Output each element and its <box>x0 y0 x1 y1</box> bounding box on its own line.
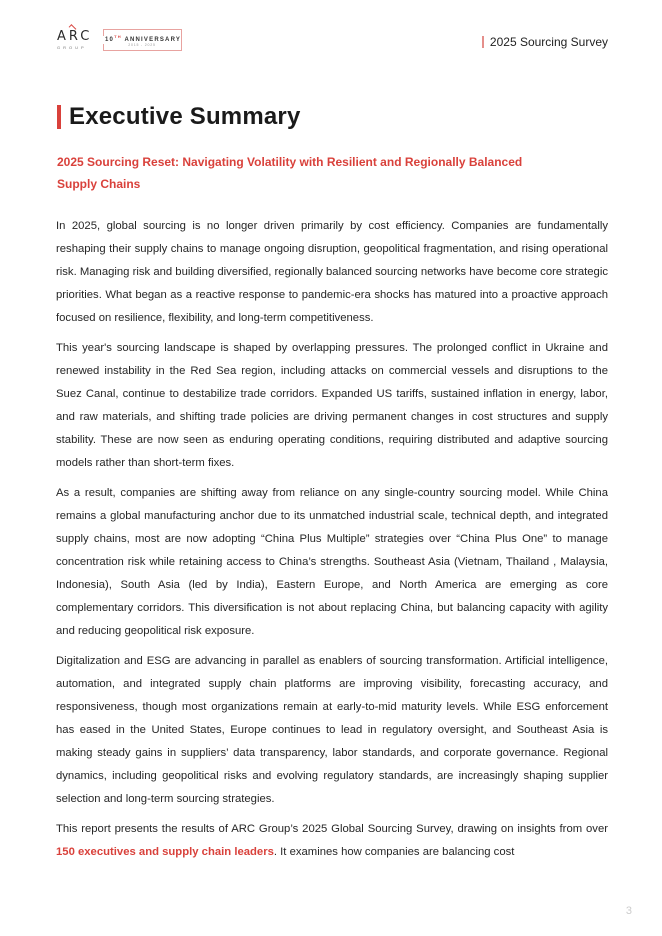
logo-brand: ARC <box>57 29 93 44</box>
arc-wordmark <box>57 30 97 50</box>
body-text <box>56 215 608 871</box>
paragraph: As a result, companies are shifting away from reliance on any single-country sourcing model. While China remains a global manufacturing anchor due to its unmatched industrial scale, technical depth, and integrated supply chains, most are now adopting “China Plus Multiple” strategies over “China Plus One” to manage concentration risk while retaining access to China’s strengths. Southeast Asia (Vietnam, Thailand , Malaysia, Indonesia), South Asia (led by India), Eastern Europe, and North America are emerging as core complementary corridors. This diversification is not about replacing China, but balancing capacity with agility and reducing geopolitical risk exposure. <box>56 487 608 637</box>
header-accent-bar <box>482 36 484 48</box>
document-title: 2025 Sourcing Survey <box>489 35 608 49</box>
running-header <box>482 35 608 49</box>
anniversary-word: ANNIVERSARY <box>121 37 182 43</box>
section-subtitle: 2025 Sourcing Reset: Navigating Volatility with Resilient and Regionally Balanced Supply Chains <box>57 155 523 191</box>
paragraph-last <box>56 818 608 864</box>
page-title: Executive Summary <box>69 103 301 130</box>
anniversary-ordinal: TH <box>114 34 122 39</box>
highlight-respondents: 150 executives and supply chain leaders <box>56 846 274 858</box>
anniversary-number: 10 <box>105 37 115 43</box>
paragraph: In 2025, global sourcing is no longer driven primarily by cost efficiency. Companies are fundamentally reshaping their supply chains to manage ongoing disruption, geopolitical fragmentation, and rising operational risk. Managing risk and building diversified, regionally balanced sourcing networks have become core strategic priorities. What began as a reactive response to pandemic-era shocks has matured into a proactive approach focused on resilience, flexibility, and long-term competitiveness. <box>56 220 608 324</box>
paragraph: Digitalization and ESG are advancing in parallel as enablers of sourcing transformation. Artificial intelligence, automation, and integrated supply chain platforms are improving visibility, forecasting accuracy, and responsiveness, though most organizations remain at early-to-mid maturity levels. While ESG enforcement has eased in the United States, Europe continues to lead in regulatory oversight, and Southeast Asia is making steady gains in suppliers’ data transparency, labor standards, and corporate governance. Regional dynamics, including geopolitical risks and evolving regulatory standards, are increasingly shaping supplier selection and long-term sourcing strategies. <box>56 655 608 805</box>
title-accent-bar <box>57 105 61 129</box>
anniversary-years: 2015 - 2025 <box>128 43 156 47</box>
page-number: 3 <box>625 905 632 917</box>
logo-sub: GROUP <box>57 45 87 50</box>
anniversary-badge <box>103 29 182 51</box>
paragraph-text: This report presents the results of ARC Group’s 2025 Global Sourcing Survey, drawing on insights from over <box>56 823 608 835</box>
paragraph: This year's sourcing landscape is shaped by overlapping pressures. The prolonged conflict in Ukraine and renewed instability in the Red Sea region, including attacks on commercial vessels and disruptions to the Suez Canal, continue to destabilize trade corridors. Expanded US tariffs, sustained inflation in energy, labor, and raw materials, and shifting trade policies are driving permanent changes in cost structures and supply stability. These are now seen as enduring operating conditions, requiring distributed and adaptive sourcing models rather than short-term fixes. <box>56 342 608 469</box>
paragraph-text: . It examines how companies are balancing cost <box>273 846 515 858</box>
section-heading <box>57 103 301 131</box>
anniversary-title <box>105 34 181 43</box>
